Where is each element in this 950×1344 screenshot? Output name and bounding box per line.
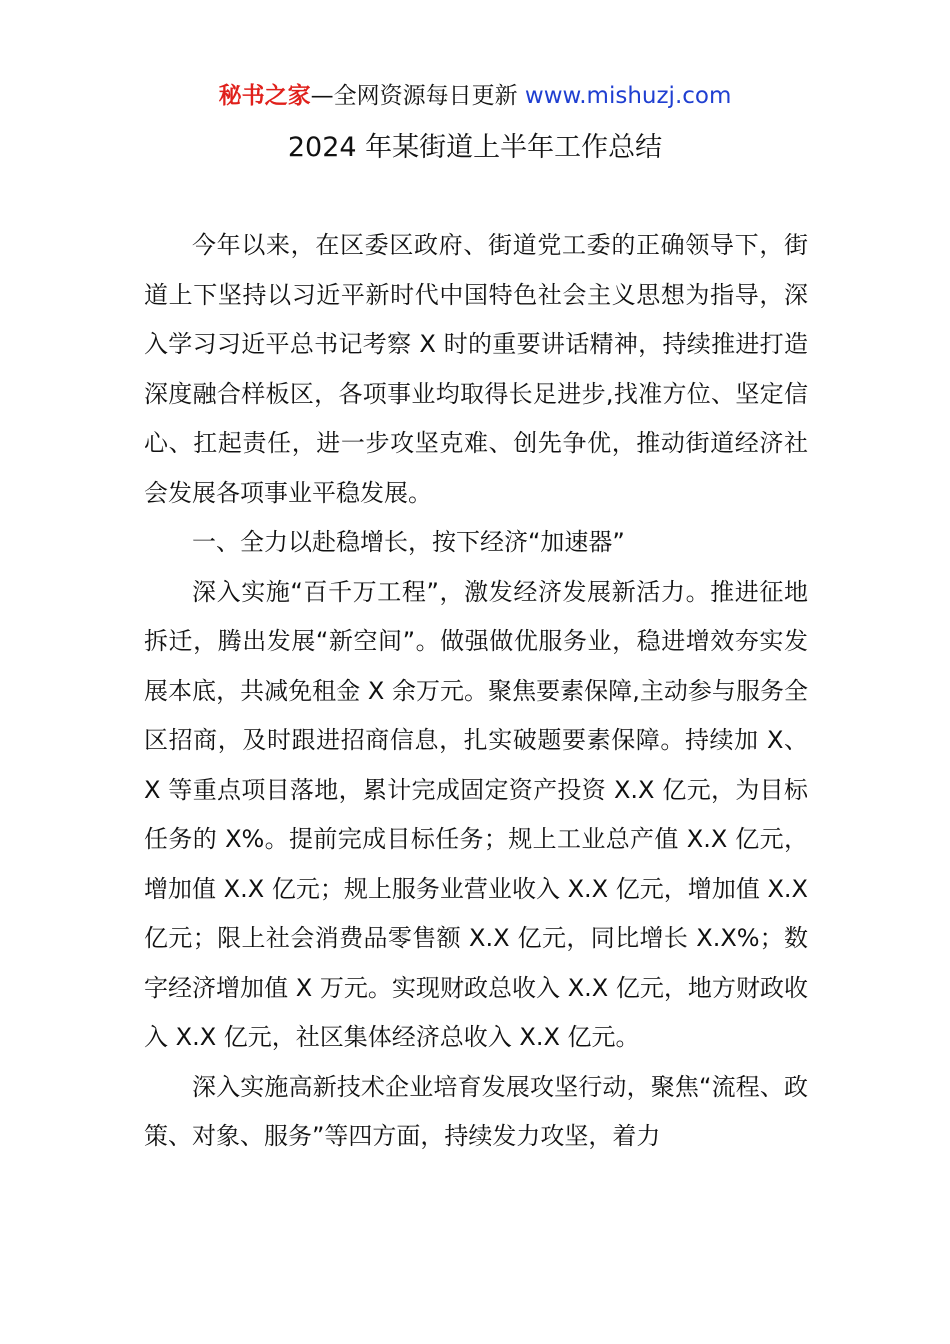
section-heading: 一、全力以赴稳增长，按下经济“加速器”	[192, 528, 625, 556]
document-body	[144, 221, 808, 1162]
document-title: 2024 年某街道上半年工作总结	[287, 132, 663, 163]
site-brand: 秘书之家	[218, 83, 311, 109]
intro-paragraph: 今年以来，在区委区政府、街道党工委的正确领导下，街道上下坚持以习近平新时代中国特色社会主义思想为指导，深入学习习近平总书记考察 X 时的重要讲话精神，持续推进打造深度融合样板区，各项事业均取得长足进步,找准方位、坚定信心、扛起责任，进一步攻坚克难、创先争优，推动街道经济社会发展各项事业平稳发展。	[144, 231, 808, 507]
economy-paragraph: 深入实施“百千万工程”，激发经济发展新活力。推进征地拆迁，腾出发展“新空间”。做强做优服务业，稳进增效夯实发展本底，共减免租金 X 余万元。聚焦要素保障,主动参与服务全区招商，及时跟进招商信息，扎实破题要素保障。持续加 X、X 等重点项目落地，累计完成固定资产投资 X.X 亿元，为目标任务的 X%。提前完成目标任务；规上工业总产值 X.X 亿元，增加值 X.X 亿元；规上服务业营业收入 X.X 亿元，增加值 X.X 亿元；限上社会消费品零售额 X.X 亿元，同比增长 X.X%；数字经济增加值 X 万元。实现财政总收入 X.X 亿元，地方财政收入 X.X 亿元，社区集体经济总收入 X.X 亿元。	[144, 577, 808, 1051]
site-header	[0, 80, 950, 112]
site-url: www.mishuzj.com	[524, 83, 732, 109]
site-tagline: —全网资源每日更新	[310, 83, 525, 109]
hightech-paragraph: 深入实施高新技术企业培育发展攻坚行动，聚焦“流程、政策、对象、服务”等四方面，持续发力攻坚，着力	[144, 1072, 808, 1150]
